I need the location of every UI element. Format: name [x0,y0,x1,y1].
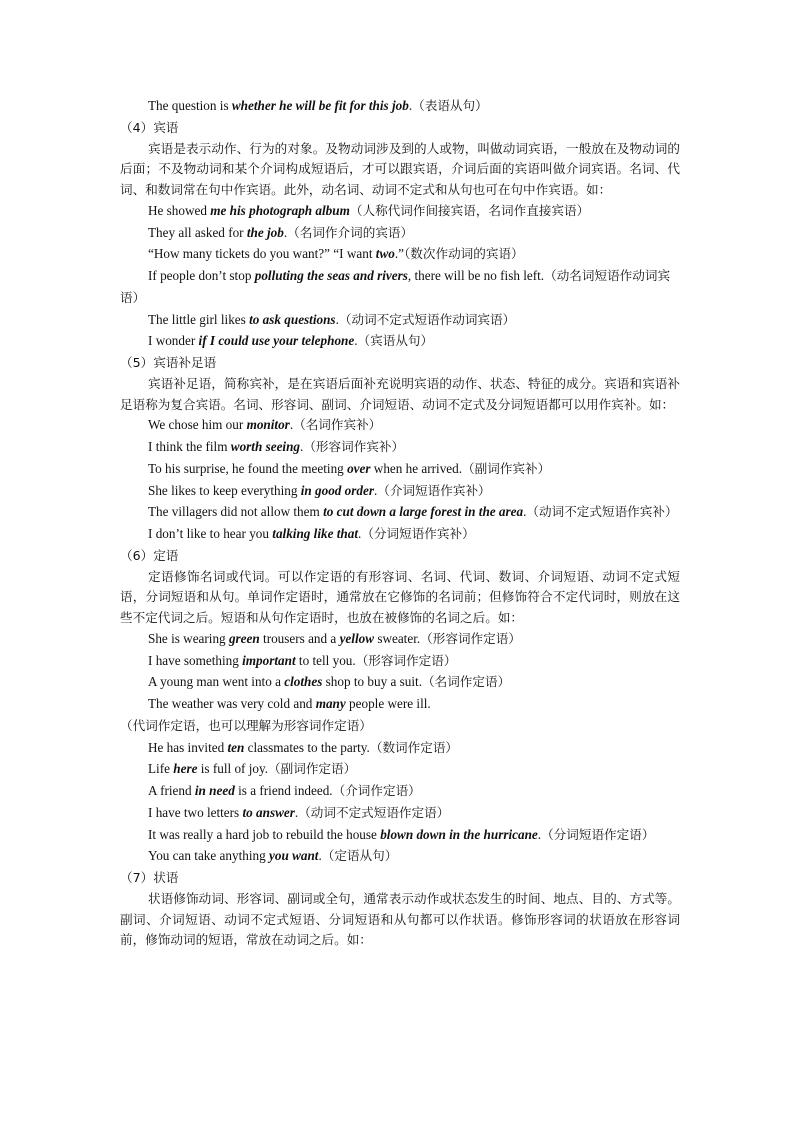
example-text: . [300,439,304,454]
example-text: I don’t like to hear you [148,526,273,541]
highlighted-phrase: talking like that [272,526,359,541]
highlighted-phrase: over [347,460,371,476]
example-text: If people don’t stop [148,268,255,283]
example-line [120,672,680,694]
grammar-note: （人称代词作间接宾语，名词作直接宾语） [349,202,590,218]
example-line [120,310,680,332]
example-text: . [335,311,339,327]
highlighted-phrase: blown down in the hurricane [380,826,538,842]
example-line [120,96,680,118]
grammar-note: （动词不定式短语作宾补） [526,504,678,520]
grammar-note: （形容词作定语） [420,630,521,646]
example-line [120,459,680,481]
highlighted-phrase: many [315,696,346,711]
example-line [120,266,680,310]
example-text: . [318,848,322,864]
grammar-note: （介词作定语） [332,783,421,798]
highlighted-phrase: me his photograph album [210,202,350,218]
example-line [120,437,680,459]
highlighted-phrase: green [228,630,260,646]
highlighted-phrase: the job [246,224,284,240]
example-text: I think the film [148,439,231,454]
example-line [120,825,680,847]
example-text: She is wearing [148,630,229,646]
example-line [120,524,680,546]
example-text: The villagers did not allow them [148,504,324,520]
example-text: .” [394,246,404,262]
highlighted-phrase: in need [194,783,235,798]
grammar-note: （表语从句） [412,98,488,113]
example-text: The weather was very cold and [148,696,316,711]
example-text: classmates to the party. [244,739,370,755]
example-line [120,694,680,738]
example-text: “How many tickets do you want?” “I want [148,246,376,262]
example-text: We chose him our [148,417,247,433]
highlighted-phrase: whether he will be fit for this job [231,98,409,113]
example-text: A young man went into a [148,674,285,690]
example-text: It was really a hard job to rebuild the house [148,826,381,842]
example-text: . [354,333,358,349]
grammar-note: （介词短语作宾补） [377,482,491,498]
highlighted-phrase: worth seeing [230,439,301,454]
example-text: when he arrived. [370,460,463,476]
example-text: To his surprise, he found the meeting [148,460,348,476]
highlighted-phrase: important [242,652,296,668]
highlighted-phrase: you want [269,848,319,864]
example-text: . [523,504,527,520]
highlighted-phrase: two [375,246,395,262]
highlighted-phrase: ten [227,739,245,755]
example-text: to tell you. [295,652,356,668]
example-text: . [283,224,288,240]
example-text: . [537,826,542,842]
example-line [120,415,680,437]
example-line [120,331,680,353]
example-line [120,201,680,223]
section-paragraph: 宾语补足语，简称宾补，是在宾语后面补充说明宾语的动作、状态、特征的成分。宾语和宾语补足语称为复合宾语。名词、形容词、副词、介词短语、动词不定式及分词短语都可以用作宾补。如： [120,375,680,412]
example-text: She likes to keep everything [148,482,301,498]
example-line [120,738,680,760]
example-text: The little girl likes [148,311,250,327]
grammar-note: （名词作介词的宾语） [287,224,414,240]
example-text: , there will be no fish left. [407,268,545,283]
section-paragraph: 宾语是表示动作、行为的对象。及物动词涉及到的人或物，叫做动词宾语，一般放在及物动词的后面；不及物动词和某个介词构成短语后，才可以跟宾语，介词后面的宾语叫做介词宾语。名词、代词、和数词常在句中作宾语。此外，动名词、动词不定式和从句也可在句中作宾语。如： [120,140,680,197]
example-line [120,629,680,651]
example-text: . [358,526,362,541]
grammar-note: （分词短语作宾补） [361,526,475,541]
grammar-note: （数词作定语） [369,739,458,755]
grammar-note: （动词不定式短语作定语） [298,804,450,820]
highlighted-phrase: monitor [246,417,290,433]
example-text: The question is [148,98,232,113]
example-text: I have two letters [148,804,243,820]
example-text: sweater. [374,630,421,646]
example-text: They all asked for [148,224,247,240]
grammar-note: （名词作定语） [422,674,511,690]
grammar-note: （分词短语作定语） [541,826,655,842]
section-paragraph: 状语修饰动词、形容词、副词或全句，通常表示动作或状态发生的时间、地点、目的、方式等。副词、介词短语、动词不定式短语、分词短语和从句都可以作状语。修饰形容词的状语放在形容词前，修饰动词的短语，常放在动词之后。如： [120,890,680,948]
section-heading: （4）宾语 [120,119,179,135]
example-text: shop to buy a suit. [322,674,423,690]
grammar-note: （数次作动词的宾语） [404,246,524,262]
example-text: is full of joy. [197,761,269,777]
grammar-note: （形容词作定语） [355,652,457,668]
grammar-note: （名词作宾补） [293,417,382,433]
highlighted-phrase: clothes [284,674,323,690]
grammar-note: （副词作定语） [268,761,357,777]
example-text: I wonder [148,333,199,349]
example-text: You can take anything [148,848,269,864]
highlighted-phrase: here [173,761,198,777]
example-line [120,803,680,825]
highlighted-phrase: to cut down a large forest in the area [323,504,524,520]
highlighted-phrase: polluting the seas and rivers [254,268,408,283]
example-text: I have something [148,652,243,668]
grammar-note: （代词作定语，也可以理解为形容词作定语） [120,717,372,733]
example-text: A friend [148,783,195,798]
example-text: . [289,417,294,433]
highlighted-phrase: to ask questions [249,311,336,327]
grammar-note: （动词不定式短语作动词宾语） [338,311,516,327]
grammar-note: （副词作宾补） [462,460,551,476]
section-heading: （5）宾语补足语 [120,355,217,370]
grammar-note: （宾语从句） [357,333,434,349]
example-text: is a friend indeed. [234,783,333,798]
grammar-note: （定语从句） [321,848,398,864]
example-text: . [294,804,299,820]
example-text: Life [148,761,174,777]
section-paragraph: 定语修饰名词或代词。可以作定语的有形容词、名词、代词、数词、介词短语、动词不定式短语，分词短语和从句。单词作定语时，通常放在它修饰的名词前；但修饰符合不定代词时，则放在这些不定代词之后。短语和从句作定语时，也放在被修饰的名词之后。如： [120,568,680,625]
section-heading: （6）定语 [120,547,179,563]
example-line [120,846,680,868]
example-line [120,502,680,524]
example-text: He has invited [148,739,228,755]
example-line [120,781,680,803]
highlighted-phrase: yellow [339,630,375,646]
example-text: . [374,482,378,498]
highlighted-phrase: if I could use your telephone [198,333,355,349]
example-line [120,651,680,673]
document-body [120,96,680,951]
grammar-note: （动名词短语作动词宾语） [120,268,671,305]
example-text: . [408,98,413,113]
example-text: people were ill. [345,696,431,711]
highlighted-phrase: in good order [300,482,374,498]
example-line [120,223,680,245]
example-line [120,244,680,266]
section-heading: （7）状语 [120,870,179,885]
grammar-note: （形容词作宾补） [303,439,405,454]
highlighted-phrase: to answer [242,804,295,820]
example-line [120,481,680,503]
example-line [120,759,680,781]
example-text: trousers and a [259,630,340,646]
example-text: He showed [148,202,211,218]
